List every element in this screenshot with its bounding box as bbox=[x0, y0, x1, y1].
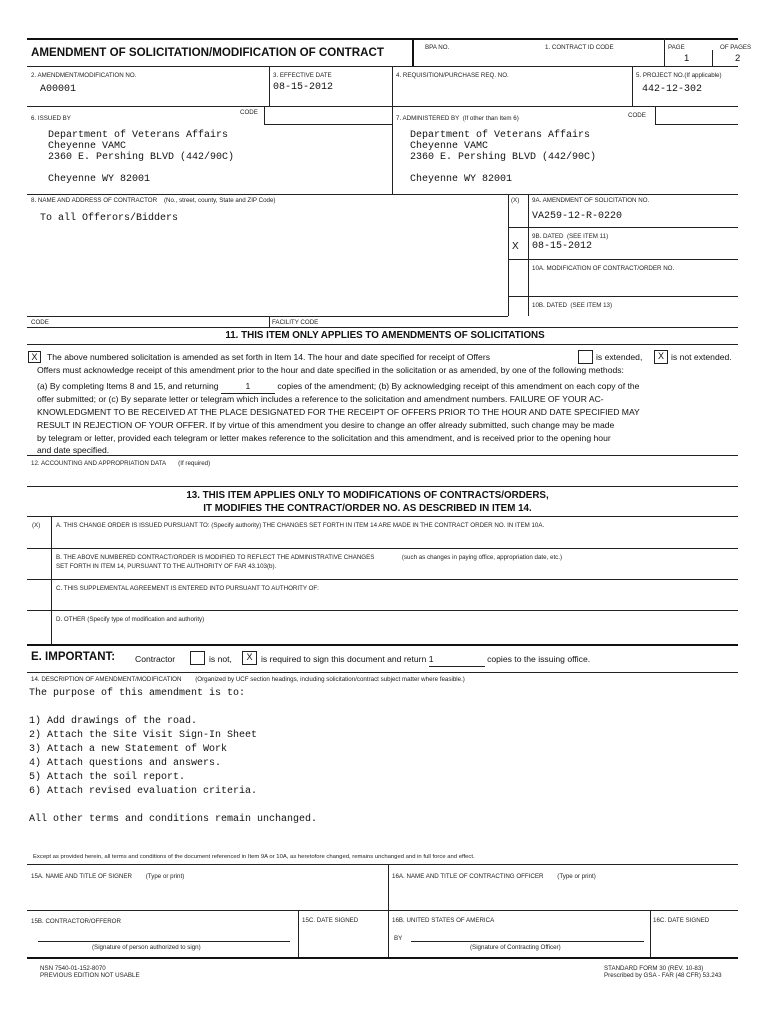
by-label: BY bbox=[394, 935, 403, 942]
item11-line7: by telegram or letter, provided each telegram or letter makes reference to the solicitation and this amendment, and is received prior to the opening hour bbox=[37, 433, 611, 443]
is-required-checkbox[interactable]: X bbox=[242, 651, 257, 665]
item16c-divider bbox=[650, 910, 651, 958]
proj-value: 442-12-302 bbox=[642, 84, 703, 95]
of-pages-number: 2 bbox=[735, 53, 741, 64]
eff-label: 3. EFFECTIVE DATE bbox=[273, 72, 332, 79]
code-label: CODE bbox=[31, 319, 49, 326]
eff-value: 08-15-2012 bbox=[273, 82, 334, 93]
prev-edition-text: PREVIOUS EDITION NOT USABLE bbox=[40, 972, 140, 979]
item11-line2: Offers must acknowledge receipt of this amendment prior to the hour and date specified in the solicitation or as amended, by one of the following methods: bbox=[37, 365, 624, 375]
item13-heading1: 13. THIS ITEM APPLIES ONLY TO MODIFICATIONS OF CONTRACTS/ORDERS, bbox=[186, 490, 549, 501]
page-number: 1 bbox=[684, 53, 690, 64]
row6-top bbox=[27, 106, 738, 107]
item11-line5: KNOWLEDGMENT TO BE RECEIVED AT THE PLACE DESIGNATED FOR THE RECEIPT OF OFFERS PRIOR TO THE HOUR AND DATE SPECIFIED MAY bbox=[37, 407, 640, 417]
page-label: PAGE bbox=[668, 44, 685, 51]
contractor-name-value: To all Offerors/Bidders bbox=[40, 213, 179, 224]
item15c-label: 15C. DATE SIGNED bbox=[302, 917, 359, 924]
item11-heading: 11. THIS ITEM ONLY APPLIES TO AMENDMENTS OF SOLICITATIONS bbox=[225, 330, 545, 341]
proj-label: 5. PROJECT NO.(If applicable) bbox=[636, 72, 722, 79]
item14-line: All other terms and conditions remain unchanged. bbox=[29, 814, 318, 825]
item14-line: 5) Attach the soil report. bbox=[29, 772, 186, 783]
amend-value: A00001 bbox=[40, 84, 77, 95]
admin-line: 2360 E. Pershing BLVD (442/90C) bbox=[410, 152, 597, 163]
contractor-label: Contractor bbox=[135, 654, 176, 664]
header-divider bbox=[412, 38, 414, 66]
sig-officer-caption: (Signature of Contracting Officer) bbox=[470, 944, 561, 951]
item10a-label: 10A. MODIFICATION OF CONTRACT/ORDER NO. bbox=[532, 265, 675, 272]
return-copies-field[interactable]: 1 bbox=[429, 653, 485, 667]
item11-line8: and date specified. bbox=[37, 445, 110, 455]
item14-line: 4) Attach questions and answers. bbox=[29, 758, 222, 769]
req-label: 4. REQUISITION/PURCHASE REQ. NO. bbox=[396, 72, 509, 79]
item16a-label: 16A. NAME AND TITLE OF CONTRACTING OFFICER (Type or print) bbox=[392, 873, 596, 880]
item9b-label: 9B. DATED (SEE ITEM 11) bbox=[532, 233, 609, 240]
admin-label: 7. ADMINISTERED BY (If other than Item 6) bbox=[396, 115, 519, 122]
item16b-label: 16B. UNITED STATES OF AMERICA bbox=[392, 917, 495, 924]
extended-checkbox[interactable] bbox=[578, 350, 593, 364]
top-border bbox=[27, 38, 738, 40]
item14-line: 2) Attach the Site Visit Sign-In Sheet bbox=[29, 730, 258, 741]
item13-x-label: (X) bbox=[32, 522, 41, 529]
item11-checkbox[interactable]: X bbox=[28, 351, 41, 363]
item11-top bbox=[27, 327, 738, 328]
item13-c-text: C. THIS SUPPLEMENTAL AGREEMENT IS ENTERED INTO PURSUANT TO AUTHORITY OF: bbox=[56, 585, 319, 592]
row10a-bottom bbox=[508, 296, 738, 297]
item15c-divider bbox=[298, 910, 299, 958]
is-not-label: is not, bbox=[209, 654, 232, 664]
item15-top bbox=[27, 864, 738, 865]
issued-code-box-l bbox=[264, 106, 265, 124]
item9b-x-mark: X bbox=[512, 241, 519, 252]
facility-code-label: FACILITY CODE bbox=[272, 319, 319, 326]
prescribed-text: Prescribed by GSA - FAR (48 CFR) 53.243 bbox=[604, 972, 722, 979]
item12-label: 12. ACCOUNTING AND APPROPRIATION DATA (If required) bbox=[31, 460, 211, 467]
extended-label: is extended, bbox=[596, 352, 643, 362]
admin-line: Cheyenne VAMC bbox=[410, 141, 489, 152]
item16c-label: 16C. DATE SIGNED bbox=[653, 917, 710, 924]
sf30-text: STANDARD FORM 30 (REV. 10-83) bbox=[604, 965, 704, 972]
item13-b-bottom bbox=[27, 579, 738, 580]
item13-top bbox=[27, 486, 738, 487]
code-row-top bbox=[27, 316, 508, 317]
item14-line: 3) Attach a new Statement of Work bbox=[29, 744, 228, 755]
x-col-label: (X) bbox=[511, 197, 520, 204]
important-bottom bbox=[27, 672, 738, 673]
item14-line: The purpose of this amendment is to: bbox=[29, 688, 246, 699]
row6-mid bbox=[392, 106, 393, 194]
item14-label: 14. DESCRIPTION OF AMENDMENT/MODIFICATION (Organized by UCF section headings, including solicitation/contract subject matter where feasible.) bbox=[31, 676, 465, 683]
of-pages-label: OF PAGES bbox=[720, 44, 752, 51]
contractor-signature-line[interactable] bbox=[38, 941, 290, 942]
item13-c-bottom bbox=[27, 610, 738, 611]
admin-code-label: CODE bbox=[628, 112, 646, 119]
item13-x-col bbox=[51, 516, 52, 644]
of-pages-divider bbox=[712, 50, 713, 66]
row9a-bottom bbox=[508, 227, 738, 228]
item15b-label: 15B. CONTRACTOR/OFFEROR bbox=[31, 918, 121, 925]
issued-label: 6. ISSUED BY bbox=[31, 115, 71, 122]
admin-line: Cheyenne WY 82001 bbox=[410, 174, 513, 185]
copies-field[interactable]: 1 bbox=[221, 380, 275, 394]
item10b-label: 10B. DATED (SEE ITEM 13) bbox=[532, 302, 613, 309]
form-title: AMENDMENT OF SOLICITATION/MODIFICATION OF CONTRACT bbox=[31, 46, 384, 59]
facility-divider bbox=[269, 316, 270, 327]
row8-x-col-r bbox=[528, 194, 529, 316]
item14-line: 6) Attach revised evaluation criteria. bbox=[29, 786, 258, 797]
footer-bottom bbox=[27, 957, 738, 959]
item11-line1: The above numbered solicitation is amended as set forth in Item 14. The hour and date specified for receipt of Offers bbox=[47, 352, 490, 362]
item14-line: 1) Add drawings of the road. bbox=[29, 716, 198, 727]
item11-line4: offer submitted; or (c) By separate letter or telegram which includes a reference to the solicitation and amendment numbers. FAILURE OF YOUR AC- bbox=[37, 394, 604, 404]
issued-line: Department of Veterans Affairs bbox=[48, 130, 229, 141]
row2-div1 bbox=[269, 66, 270, 106]
issued-line: Cheyenne WY 82001 bbox=[48, 174, 151, 185]
row2-div2 bbox=[392, 66, 393, 106]
item13-a-bottom bbox=[27, 548, 738, 549]
row2-div3 bbox=[632, 66, 633, 106]
issued-line: 2360 E. Pershing BLVD (442/90C) bbox=[48, 152, 235, 163]
important-label: E. IMPORTANT: bbox=[31, 651, 116, 663]
admin-code-box-b bbox=[655, 124, 738, 125]
nsn-text: NSN 7540-01-152-8070 bbox=[40, 965, 106, 972]
bpa-label: BPA NO. bbox=[425, 44, 450, 51]
except-text: Except as provided herein, all terms and conditions of the document referenced in Item 9A or 10A, as heretofore changed, remains unchanged and in full force and effect. bbox=[33, 854, 475, 860]
amend-label: 2. AMENDMENT/MODIFICATION NO. bbox=[31, 72, 137, 79]
important-top bbox=[27, 644, 738, 646]
item9a-value: VA259-12-R-0220 bbox=[532, 211, 623, 222]
contractor-name-label: 8. NAME AND ADDRESS OF CONTRACTOR (No., street, county, State and ZIP Code) bbox=[31, 197, 276, 204]
row8-x-col-l bbox=[508, 194, 509, 316]
item11-heading-bottom bbox=[27, 344, 738, 345]
item11-line6: RESULT IN REJECTION OF YOUR OFFER. If by virtue of this amendment you desire to change an offer already submitted, such change may be made bbox=[37, 420, 615, 430]
item13-heading2: IT MODIFIES THE CONTRACT/ORDER NO. AS DESCRIBED IN ITEM 14. bbox=[203, 503, 532, 514]
row8-top bbox=[27, 194, 738, 195]
item13-b-text: B. THE ABOVE NUMBERED CONTRACT/ORDER IS MODIFIED TO REFLECT THE ADMINISTRATIVE CHANGES (such as changes in paying office, appropriation date, etc.) bbox=[56, 554, 563, 561]
item12-top bbox=[27, 455, 738, 456]
admin-code-box-l bbox=[655, 106, 656, 124]
item9b-value: 08-15-2012 bbox=[532, 241, 593, 252]
not-extended-label: is not extended. bbox=[671, 352, 732, 362]
not-extended-checkbox[interactable]: X bbox=[654, 350, 668, 364]
item13-a-text: A. THIS CHANGE ORDER IS ISSUED PURSUANT TO: (Specify authority) THE CHANGES SET FORTH IN ITEM 14 ARE MADE IN THE CONTRACT ORDER NO. IN ITEM 10A. bbox=[56, 522, 545, 529]
item13-d-text: D. OTHER (Specify type of modification and authority) bbox=[56, 616, 205, 623]
item13-b-text2: SET FORTH IN ITEM 14, PURSUANT TO THE AUTHORITY OF FAR 43.103(b). bbox=[56, 563, 277, 570]
is-not-checkbox[interactable] bbox=[190, 651, 205, 665]
admin-line: Department of Veterans Affairs bbox=[410, 130, 591, 141]
row9b-bottom bbox=[508, 259, 738, 260]
page-divider bbox=[664, 38, 665, 66]
item11-line3: (a) By completing Items 8 and 15, and returning 1 copies of the amendment; (b) By acknowledging receipt of this amendment on each copy of the bbox=[37, 380, 639, 394]
issued-code-box-b bbox=[264, 124, 392, 125]
item15b-top bbox=[27, 910, 738, 911]
item15a-label: 15A. NAME AND TITLE OF SIGNER (Type or print) bbox=[31, 873, 185, 880]
item15-mid bbox=[388, 864, 389, 958]
important-text: is required to sign this document and return 1 copies to the issuing office. bbox=[261, 653, 590, 667]
contract-id-label: 1. CONTRACT ID CODE bbox=[545, 44, 614, 51]
officer-signature-line[interactable] bbox=[411, 941, 644, 942]
sig-person-caption: (Signature of person authorized to sign) bbox=[92, 944, 201, 951]
issued-code-label: CODE bbox=[240, 109, 258, 116]
issued-line: Cheyenne VAMC bbox=[48, 141, 127, 152]
item9a-label: 9A. AMENDMENT OF SOLICITATION NO. bbox=[532, 197, 650, 204]
item13-heading-bottom bbox=[27, 516, 738, 517]
